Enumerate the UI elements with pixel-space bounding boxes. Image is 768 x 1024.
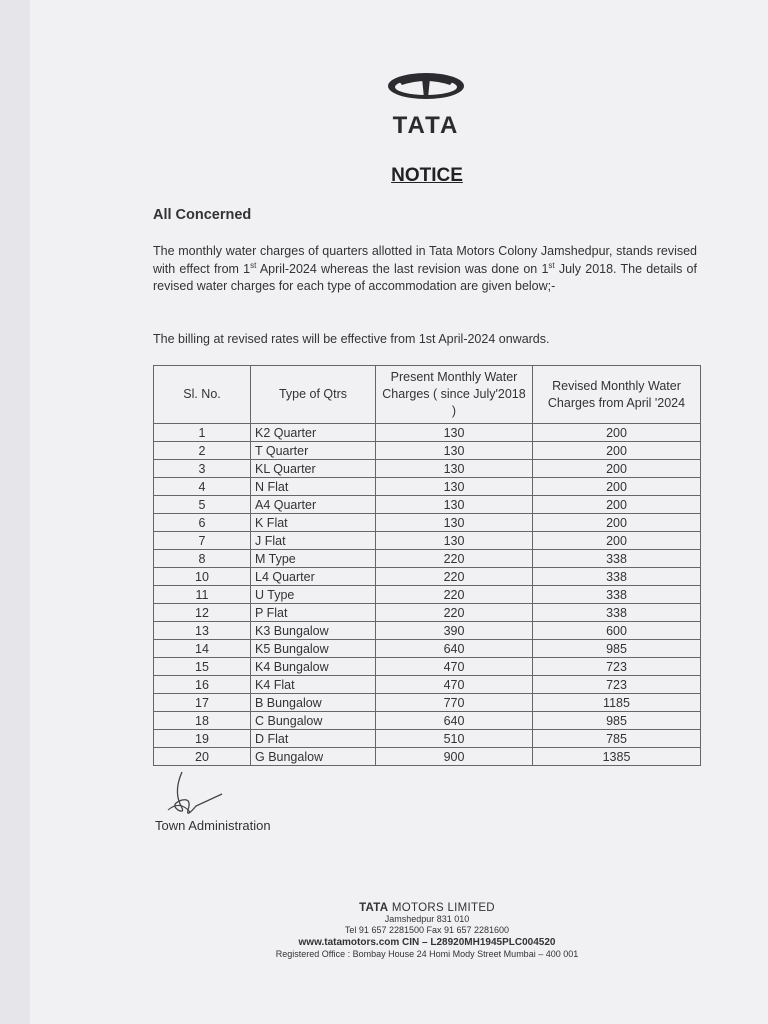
table-row <box>154 586 701 604</box>
cell-type-of-qtrs: B Bungalow <box>251 694 376 712</box>
cell-sl-no: 12 <box>154 604 251 622</box>
table-row <box>154 712 701 730</box>
cell-sl-no: 2 <box>154 442 251 460</box>
cell-type-of-qtrs: L4 Quarter <box>251 568 376 586</box>
cell-revised-charge: 1385 <box>533 748 701 766</box>
cell-present-charge: 130 <box>376 532 533 550</box>
cell-present-charge: 130 <box>376 442 533 460</box>
cell-sl-no: 14 <box>154 640 251 658</box>
table-row <box>154 514 701 532</box>
table-row <box>154 496 701 514</box>
cell-present-charge: 220 <box>376 604 533 622</box>
cell-present-charge: 130 <box>376 478 533 496</box>
cell-revised-charge: 200 <box>533 478 701 496</box>
cell-sl-no: 18 <box>154 712 251 730</box>
cell-revised-charge: 338 <box>533 568 701 586</box>
cell-revised-charge: 338 <box>533 586 701 604</box>
cell-revised-charge: 723 <box>533 658 701 676</box>
cell-type-of-qtrs: K Flat <box>251 514 376 532</box>
cell-type-of-qtrs: P Flat <box>251 604 376 622</box>
cell-present-charge: 130 <box>376 514 533 532</box>
cell-sl-no: 10 <box>154 568 251 586</box>
cell-sl-no: 16 <box>154 676 251 694</box>
cell-type-of-qtrs: C Bungalow <box>251 712 376 730</box>
cell-sl-no: 7 <box>154 532 251 550</box>
cell-present-charge: 470 <box>376 658 533 676</box>
cell-type-of-qtrs: M Type <box>251 550 376 568</box>
table-row <box>154 622 701 640</box>
footer-company <box>0 902 768 914</box>
cell-sl-no: 3 <box>154 460 251 478</box>
cell-type-of-qtrs: K4 Bungalow <box>251 658 376 676</box>
cell-revised-charge: 200 <box>533 532 701 550</box>
cell-revised-charge: 985 <box>533 712 701 730</box>
cell-revised-charge: 985 <box>533 640 701 658</box>
header-present-charges: Present Monthly Water Charges ( since July'2018 ) <box>376 366 533 424</box>
table-row <box>154 424 701 442</box>
cell-sl-no: 1 <box>154 424 251 442</box>
table-row <box>154 442 701 460</box>
footer-company-name: MOTORS LIMITED <box>388 902 495 914</box>
cell-sl-no: 19 <box>154 730 251 748</box>
cell-sl-no: 20 <box>154 748 251 766</box>
table-row <box>154 604 701 622</box>
footer-web-cin: www.tatamotors.com CIN – L28920MH1945PLC004520 <box>298 937 556 948</box>
cell-present-charge: 770 <box>376 694 533 712</box>
cell-present-charge: 130 <box>376 424 533 442</box>
cell-type-of-qtrs: K5 Bungalow <box>251 640 376 658</box>
cell-sl-no: 13 <box>154 622 251 640</box>
table-row <box>154 478 701 496</box>
cell-revised-charge: 200 <box>533 442 701 460</box>
header-type-of-qtrs: Type of Qtrs <box>251 366 376 424</box>
cell-present-charge: 510 <box>376 730 533 748</box>
table-row <box>154 640 701 658</box>
cell-present-charge: 130 <box>376 496 533 514</box>
cell-present-charge: 900 <box>376 748 533 766</box>
cell-type-of-qtrs: N Flat <box>251 478 376 496</box>
cell-present-charge: 390 <box>376 622 533 640</box>
cell-revised-charge: 338 <box>533 604 701 622</box>
cell-type-of-qtrs: K3 Bungalow <box>251 622 376 640</box>
cell-type-of-qtrs: KL Quarter <box>251 460 376 478</box>
water-charges-table <box>153 365 701 766</box>
table-row <box>154 694 701 712</box>
notice-title: NOTICE <box>391 165 463 186</box>
billing-note: The billing at revised rates will be effective from 1st April-2024 onwards. <box>153 332 550 346</box>
cell-revised-charge: 785 <box>533 730 701 748</box>
cell-present-charge: 220 <box>376 550 533 568</box>
table-row <box>154 532 701 550</box>
cell-revised-charge: 600 <box>533 622 701 640</box>
footer-address: Jamshedpur 831 010 <box>384 914 470 924</box>
header-sl-no: Sl. No. <box>154 366 251 424</box>
signature-icon <box>160 770 240 822</box>
addressee: All Concerned <box>153 207 252 223</box>
cell-sl-no: 4 <box>154 478 251 496</box>
cell-type-of-qtrs: A4 Quarter <box>251 496 376 514</box>
cell-present-charge: 640 <box>376 712 533 730</box>
cell-revised-charge: 200 <box>533 496 701 514</box>
cell-type-of-qtrs: T Quarter <box>251 442 376 460</box>
table-row <box>154 658 701 676</box>
cell-present-charge: 220 <box>376 586 533 604</box>
table-row <box>154 550 701 568</box>
footer-company-brand: TATA <box>359 902 389 914</box>
table-row <box>154 568 701 586</box>
cell-sl-no: 5 <box>154 496 251 514</box>
table-row <box>154 730 701 748</box>
cell-revised-charge: 200 <box>533 514 701 532</box>
notice-paragraph: The monthly water charges of quarters allotted in Tata Motors Colony Jamshedpur, stands revised with effect from 1st April-2024 whereas the last revision was done on 1st July 2018. The details of revised water charges for each type of accommodation are given below;- <box>153 244 697 293</box>
table-row <box>154 748 701 766</box>
cell-present-charge: 640 <box>376 640 533 658</box>
table-header-row <box>154 366 701 424</box>
signatory-label: Town Administration <box>155 818 271 833</box>
cell-type-of-qtrs: U Type <box>251 586 376 604</box>
cell-present-charge: 220 <box>376 568 533 586</box>
cell-revised-charge: 200 <box>533 460 701 478</box>
table-row <box>154 676 701 694</box>
cell-sl-no: 17 <box>154 694 251 712</box>
tata-wordmark: TATA <box>392 112 460 139</box>
cell-type-of-qtrs: K4 Flat <box>251 676 376 694</box>
letterhead-footer <box>0 902 768 960</box>
cell-sl-no: 15 <box>154 658 251 676</box>
cell-revised-charge: 338 <box>533 550 701 568</box>
cell-sl-no: 8 <box>154 550 251 568</box>
footer-registered-office: Registered Office : Bombay House 24 Homi Mody Street Mumbai – 400 001 <box>275 949 579 959</box>
cell-type-of-qtrs: K2 Quarter <box>251 424 376 442</box>
cell-revised-charge: 1185 <box>533 694 701 712</box>
cell-sl-no: 11 <box>154 586 251 604</box>
cell-type-of-qtrs: D Flat <box>251 730 376 748</box>
header-revised-charges: Revised Monthly Water Charges from April '2024 <box>533 366 701 424</box>
table-row <box>154 460 701 478</box>
footer-phone: Tel 91 657 2281500 Fax 91 657 2281600 <box>344 925 510 935</box>
cell-present-charge: 130 <box>376 460 533 478</box>
cell-sl-no: 6 <box>154 514 251 532</box>
cell-type-of-qtrs: G Bungalow <box>251 748 376 766</box>
cell-present-charge: 470 <box>376 676 533 694</box>
cell-revised-charge: 200 <box>533 424 701 442</box>
cell-type-of-qtrs: J Flat <box>251 532 376 550</box>
cell-revised-charge: 723 <box>533 676 701 694</box>
